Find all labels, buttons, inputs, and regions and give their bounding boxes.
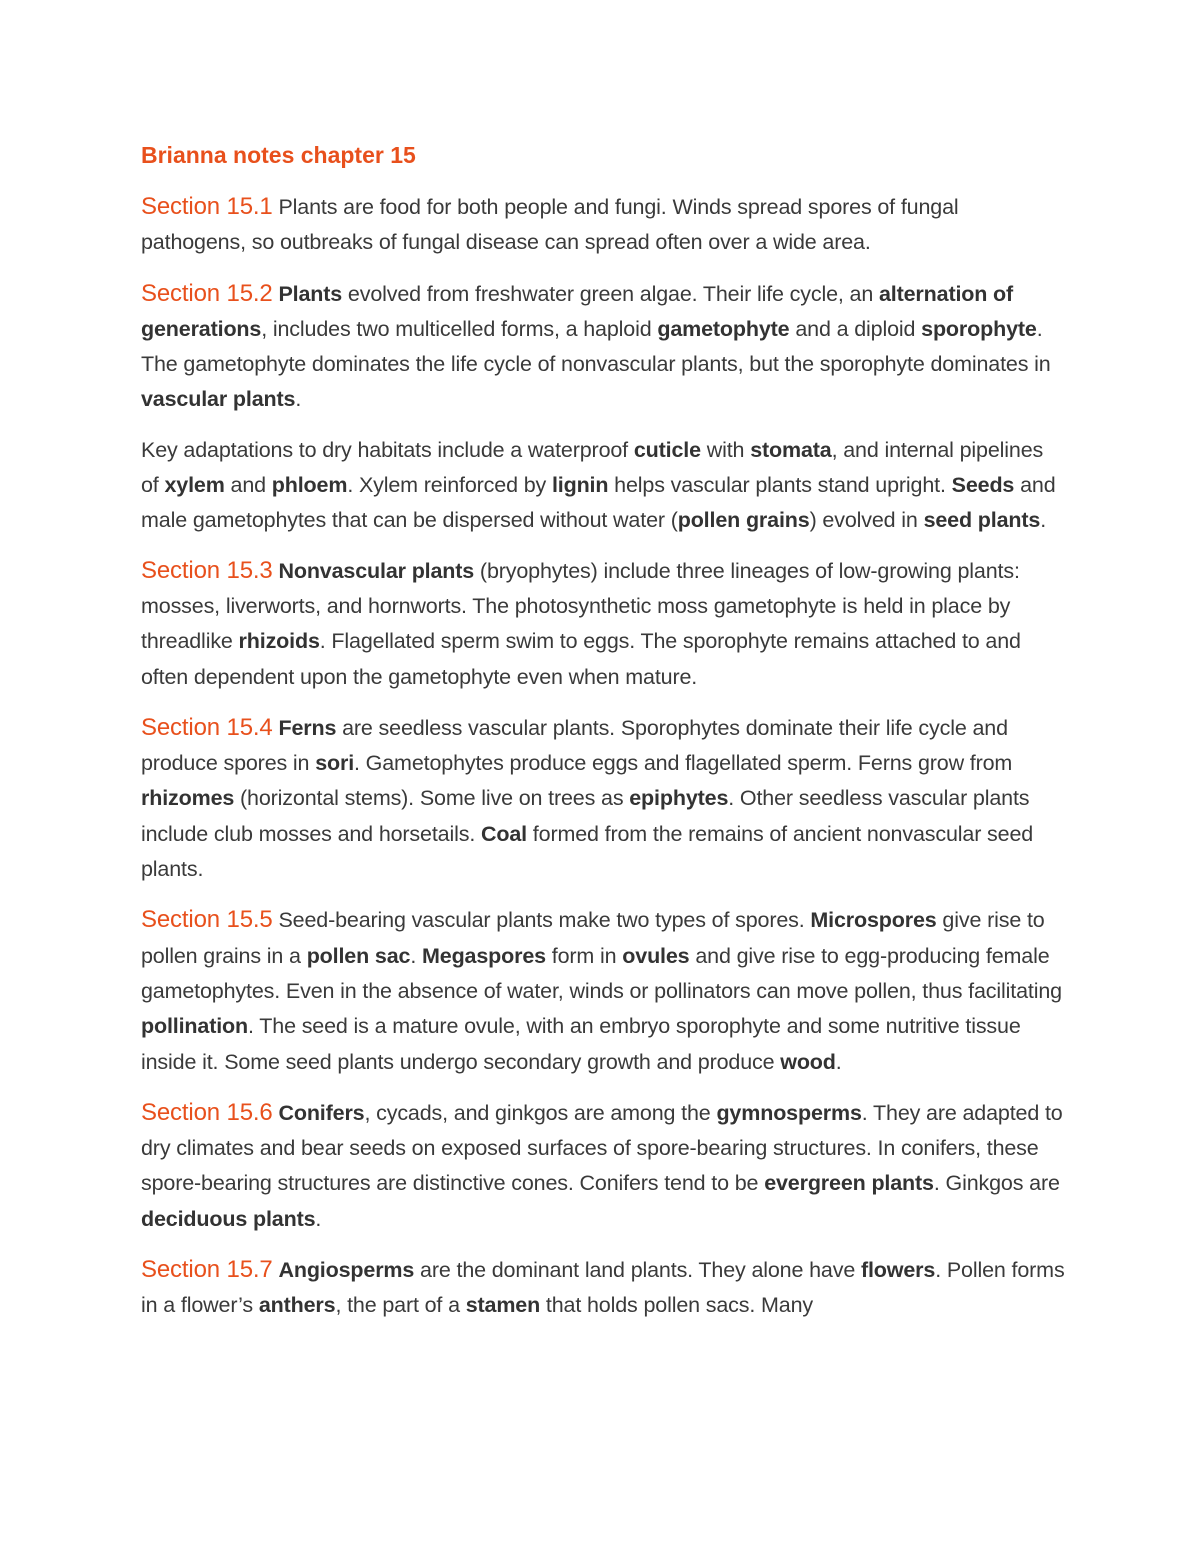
key-term: pollen grains (677, 508, 810, 533)
section-paragraph (141, 189, 1066, 261)
body-text: are the dominant land plants. They alone have (414, 1258, 861, 1283)
body-text: Seed-bearing vascular plants make two types of spores. (272, 908, 811, 933)
key-term: pollination (141, 1014, 249, 1039)
section-paragraph (141, 276, 1066, 418)
section-label: Section 15.3 (141, 556, 273, 584)
key-term: anthers (258, 1293, 336, 1318)
section-paragraph (141, 710, 1066, 887)
body-text: (bryophytes) include three lineages of low-growing plants: mosses, liverworts, and hornworts. The photosynthetic moss gametophyte is held in place by threadlike (141, 558, 1020, 654)
body-text: that holds pollen sacs. Many (540, 1293, 814, 1318)
key-term: Coal (480, 821, 527, 846)
document-body (141, 189, 1066, 1324)
body-text: . Xylem reinforced by (347, 473, 552, 498)
body-text: with (700, 437, 751, 462)
key-term: Microspores (810, 908, 937, 933)
key-term: gymnosperms (716, 1100, 862, 1125)
body-text: evolved from freshwater green algae. Their life cycle, an (342, 281, 879, 306)
key-term: sporophyte (921, 316, 1037, 341)
key-term: cuticle (633, 437, 701, 462)
key-term: vascular plants (141, 387, 296, 412)
key-term: deciduous plants (141, 1206, 316, 1231)
key-term: ovules (622, 943, 690, 968)
section-label: Section 15.2 (141, 279, 273, 307)
key-term: wood (780, 1049, 836, 1074)
body-text: , cycads, and ginkgos are among the (364, 1100, 717, 1125)
body-text: (horizontal stems). Some live on trees as (234, 786, 630, 811)
body-text: . Pollen forms in a flower’s (141, 1258, 1065, 1318)
section-label: Section 15.4 (141, 713, 273, 741)
key-term: Seeds (951, 473, 1015, 498)
body-text: . (315, 1206, 322, 1231)
body-text: , the part of a (335, 1293, 466, 1318)
section-label: Section 15.1 (141, 193, 273, 220)
body-text: . Flagellated sperm swim to eggs. The sporophyte remains attached to and often dependent upon the gametophyte even when mature. (141, 629, 1021, 689)
body-text: , includes two multicelled forms, a haploid (261, 316, 658, 341)
key-term: alternation of generations (141, 281, 1014, 341)
section-paragraph (141, 1095, 1066, 1237)
key-term: sori (315, 751, 355, 776)
key-term: evergreen plants (764, 1171, 934, 1196)
section-paragraph (141, 902, 1066, 1079)
body-text: give rise to pollen grains in a (141, 908, 1045, 968)
body-text: Key adaptations to dry habitats include a waterproof (141, 437, 634, 462)
key-term: Ferns (278, 715, 337, 740)
section-label: Section 15.6 (141, 1098, 273, 1126)
body-text: . Ginkgos are (933, 1171, 1060, 1196)
key-term: Conifers (278, 1100, 365, 1125)
key-term: Nonvascular plants (278, 558, 475, 583)
body-text: . Gametophytes produce eggs and flagellated sperm. Ferns grow from (354, 751, 1013, 776)
section-paragraph (141, 1252, 1066, 1324)
body-text: are seedless vascular plants. Sporophytes dominate their life cycle and produce spores in (141, 715, 1008, 776)
body-text: Plants are food for both people and fungi. Winds spread spores of fungal pathogens, so outbreaks of fungal disease can spread often over a wide area. (141, 195, 959, 255)
key-term: stamen (465, 1293, 541, 1318)
body-text: ) evolved in (809, 508, 924, 533)
key-term: seed plants (923, 508, 1041, 533)
body-text: helps vascular plants stand upright. (608, 473, 952, 498)
body-text: . (1040, 508, 1047, 533)
body-text: and give rise to egg-producing female gametophytes. Even in the absence of water, winds or pollinators can move pollen, thus facilitating (141, 943, 1062, 1003)
section-paragraph (141, 433, 1066, 539)
section-paragraph (141, 553, 1066, 695)
body-text: form in (545, 943, 623, 968)
key-term: lignin (551, 473, 609, 498)
key-term: rhizoids (238, 629, 320, 654)
body-text: . (295, 387, 302, 412)
key-term: pollen sac (306, 943, 411, 968)
body-text: . The seed is a mature ovule, with an embryo sporophyte and some nutritive tissue inside it. Some seed plants undergo secondary growth and produce (141, 1014, 1021, 1074)
key-term: flowers (860, 1258, 936, 1283)
key-term: Megaspores (422, 943, 546, 968)
body-text: formed from the remains of ancient nonvascular seed plants. (141, 821, 1034, 882)
key-term: Plants (278, 281, 343, 306)
key-term: gametophyte (657, 316, 790, 341)
body-text: . (835, 1049, 842, 1074)
key-term: stomata (750, 437, 832, 462)
key-term: rhizomes (141, 786, 235, 811)
body-text: , and internal pipelines of (141, 437, 1044, 498)
body-text: and male gametophytes that can be dispersed without water ( (141, 473, 1056, 533)
body-text: . Other seedless vascular plants include club mosses and horsetails. (141, 786, 1030, 846)
document-title: Brianna notes chapter 15 (141, 142, 416, 168)
section-label: Section 15.5 (141, 906, 273, 934)
key-term: epiphytes (629, 786, 729, 811)
body-text: and (224, 473, 272, 498)
key-term: xylem (164, 473, 225, 498)
body-text: . The gametophyte dominates the life cycle of nonvascular plants, but the sporophyte dominates in (141, 316, 1051, 377)
key-term: Angiosperms (278, 1258, 415, 1283)
section-label: Section 15.7 (141, 1256, 273, 1284)
body-text: . (410, 943, 422, 968)
body-text: . They are adapted to dry climates and bear seeds on exposed surfaces of spore-bearing structures. In conifers, these spore-bearing structures are distinctive cones. Conifers tend to be (141, 1100, 1063, 1196)
document-page (141, 138, 1066, 1339)
key-term: phloem (271, 473, 348, 498)
body-text: and a diploid (789, 316, 922, 341)
